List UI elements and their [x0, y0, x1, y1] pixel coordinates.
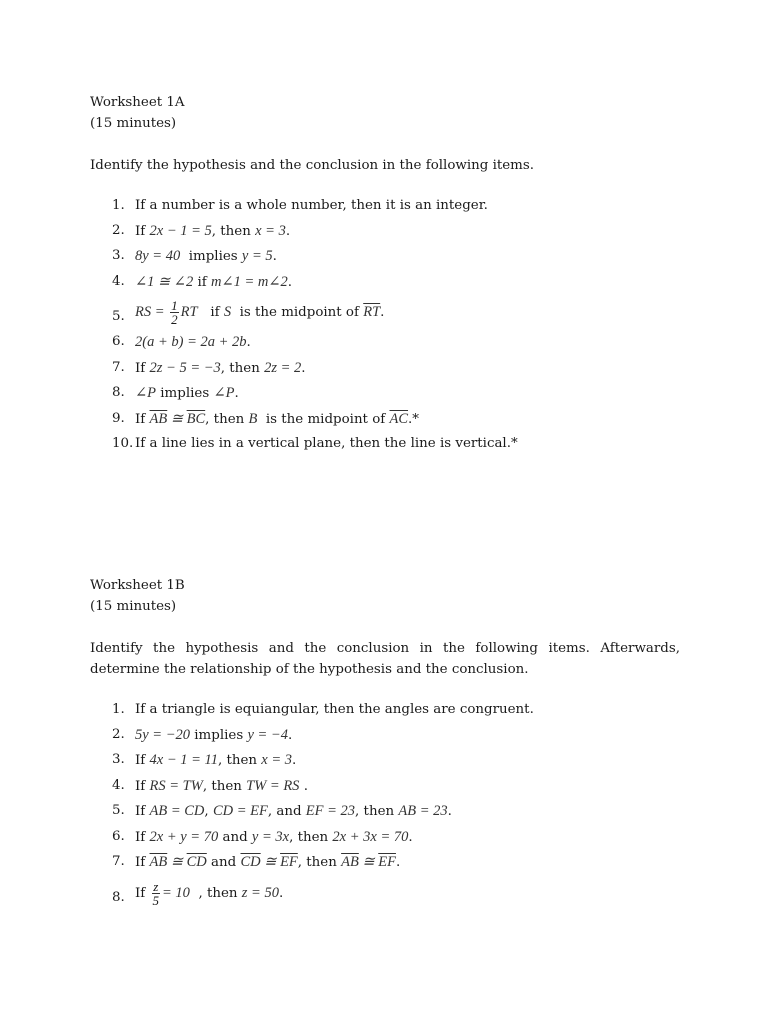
math-expression: x = 3: [261, 752, 293, 768]
math-expression: ∠1 ≅ ∠2: [135, 273, 194, 290]
list-item: 2. 5y = −20 implies y = −4.: [112, 726, 293, 743]
item-list: [90, 194, 680, 457]
list-item: 7. If 2z − 5 = −3, then 2z = 2.: [112, 359, 306, 376]
list-item: 3. If 4x − 1 = 11, then x = 3.: [112, 752, 297, 768]
math-expression: TW = RS: [246, 777, 300, 794]
segment-expression: $\overline{AC}$: [389, 410, 409, 427]
list-item: 10. If a line lies in a vertical plane, then the line is vertical.*: [112, 436, 518, 451]
math-expression: 4x − 1 = 11: [149, 752, 218, 768]
math-expression: 2z = 2: [264, 359, 302, 376]
segment-expression: $\overline{EF}$: [378, 854, 396, 870]
math-expression: 8y = 40: [135, 248, 181, 264]
list-item: 1. If a triangle is equiangular, then the angles are congruent.: [112, 702, 534, 717]
math-expression: S: [223, 304, 232, 320]
worksheet-title: Worksheet 1B: [90, 578, 185, 593]
math-expression: AB = 23: [398, 803, 448, 819]
math-expression: 2x + y = 70: [149, 828, 219, 845]
list-item: 6. If 2x + y = 70 and y = 3x, then 2x + 3x = 70.: [112, 828, 413, 845]
segment-expression: $\overline{AB}$: [149, 410, 168, 427]
math-expression: AB = CD: [149, 803, 205, 819]
math-expression: 2z − 5 = −3: [149, 359, 221, 376]
worksheet-duration: (15 minutes): [90, 116, 177, 131]
list-item: 8. ∠P implies ∠P.: [112, 385, 239, 401]
segment-expression: $\overline{EF}$: [280, 854, 298, 870]
math-expression: x = 3: [255, 222, 286, 239]
math-expression: y = −4: [247, 726, 288, 743]
math-expression: 2x − 1 = 5: [149, 222, 212, 239]
math-expression: B: [248, 410, 258, 427]
math-expression: ∠P: [213, 385, 235, 401]
list-item: 2. If 2x − 1 = 5, then x = 3.: [112, 222, 291, 239]
math-expression: ∠P: [135, 385, 157, 401]
list-item: 4. If RS = TW, then TW = RS .: [112, 777, 308, 794]
list-item: 5. RS = $\frac{1}{2}$ RT if S is the midpoint of $\overline{RT}$.: [112, 298, 385, 327]
fraction: $\frac{1}{2}$: [171, 298, 178, 327]
list-item: 1. If a number is a whole number, then it is an integer.: [112, 198, 488, 213]
math-expression: RS =: [135, 304, 169, 320]
math-expression: EF = 23: [305, 803, 356, 819]
segment-expression: $\overline{BC}$: [186, 410, 206, 427]
math-expression: RS = TW: [149, 777, 203, 794]
worksheet-1b: [90, 575, 680, 911]
math-expression: RT: [180, 304, 198, 320]
segment-expression: $\overline{AB}$: [149, 854, 168, 870]
math-expression: 5y = −20: [135, 726, 191, 743]
list-item: 7. If $\overline{AB}$ ≅ $\overline{CD}$ and $\overline{CD}$ ≅ $\overline{EF}$, then $\overline{AB}$ ≅ $\overline{EF}$.: [112, 854, 401, 870]
list-item: 9. If $\overline{AB}$ ≅ $\overline{BC}$, then B is the midpoint of $\overline{AC}.*$: [112, 410, 419, 427]
math-expression: m∠1 = m∠2: [210, 273, 288, 290]
segment-expression: $\overline{CD}$: [186, 854, 207, 870]
math-expression: 2(a + b) = 2a + 2b: [135, 334, 247, 350]
math-expression: CD = EF: [212, 803, 268, 819]
math-expression: y = 5: [241, 248, 273, 264]
fraction: $\frac{z}{5}$: [152, 878, 160, 908]
math-expression: = 10: [162, 884, 190, 901]
worksheet-duration: (15 minutes): [90, 599, 177, 614]
list-item: 6. 2(a + b) = 2a + 2b.: [112, 334, 251, 350]
item-list: [90, 698, 680, 911]
list-item: 3. 8y = 40 implies y = 5.: [112, 248, 277, 264]
segment-expression: $\overline{CD}$: [240, 854, 261, 870]
list-item: 4. ∠1 ≅ ∠2 if m∠1 = m∠2.: [112, 273, 293, 290]
worksheet-1a: [90, 92, 680, 457]
worksheet-instructions: Identify the hypothesis and the conclusion in the following items. Afterwards, determine the relationship of the hypothesis and the conclusion.: [90, 641, 680, 677]
math-expression: 2x + 3x = 70: [332, 828, 409, 845]
worksheet-instructions: Identify the hypothesis and the conclusion in the following items.: [90, 158, 534, 173]
list-item: 5. If AB = CD, CD = EF, and EF = 23, then AB = 23.: [112, 803, 452, 819]
math-expression: y = 3x: [251, 828, 290, 845]
math-expression: z = 50: [241, 884, 279, 901]
worksheet-title: Worksheet 1A: [90, 95, 185, 110]
list-item: 8. If $\frac{z}{5}$ = 10 , then z = 50.: [112, 878, 284, 908]
segment-expression: $\overline{AB}$: [341, 854, 359, 870]
segment-expression: $\overline{RT}$: [363, 304, 381, 320]
